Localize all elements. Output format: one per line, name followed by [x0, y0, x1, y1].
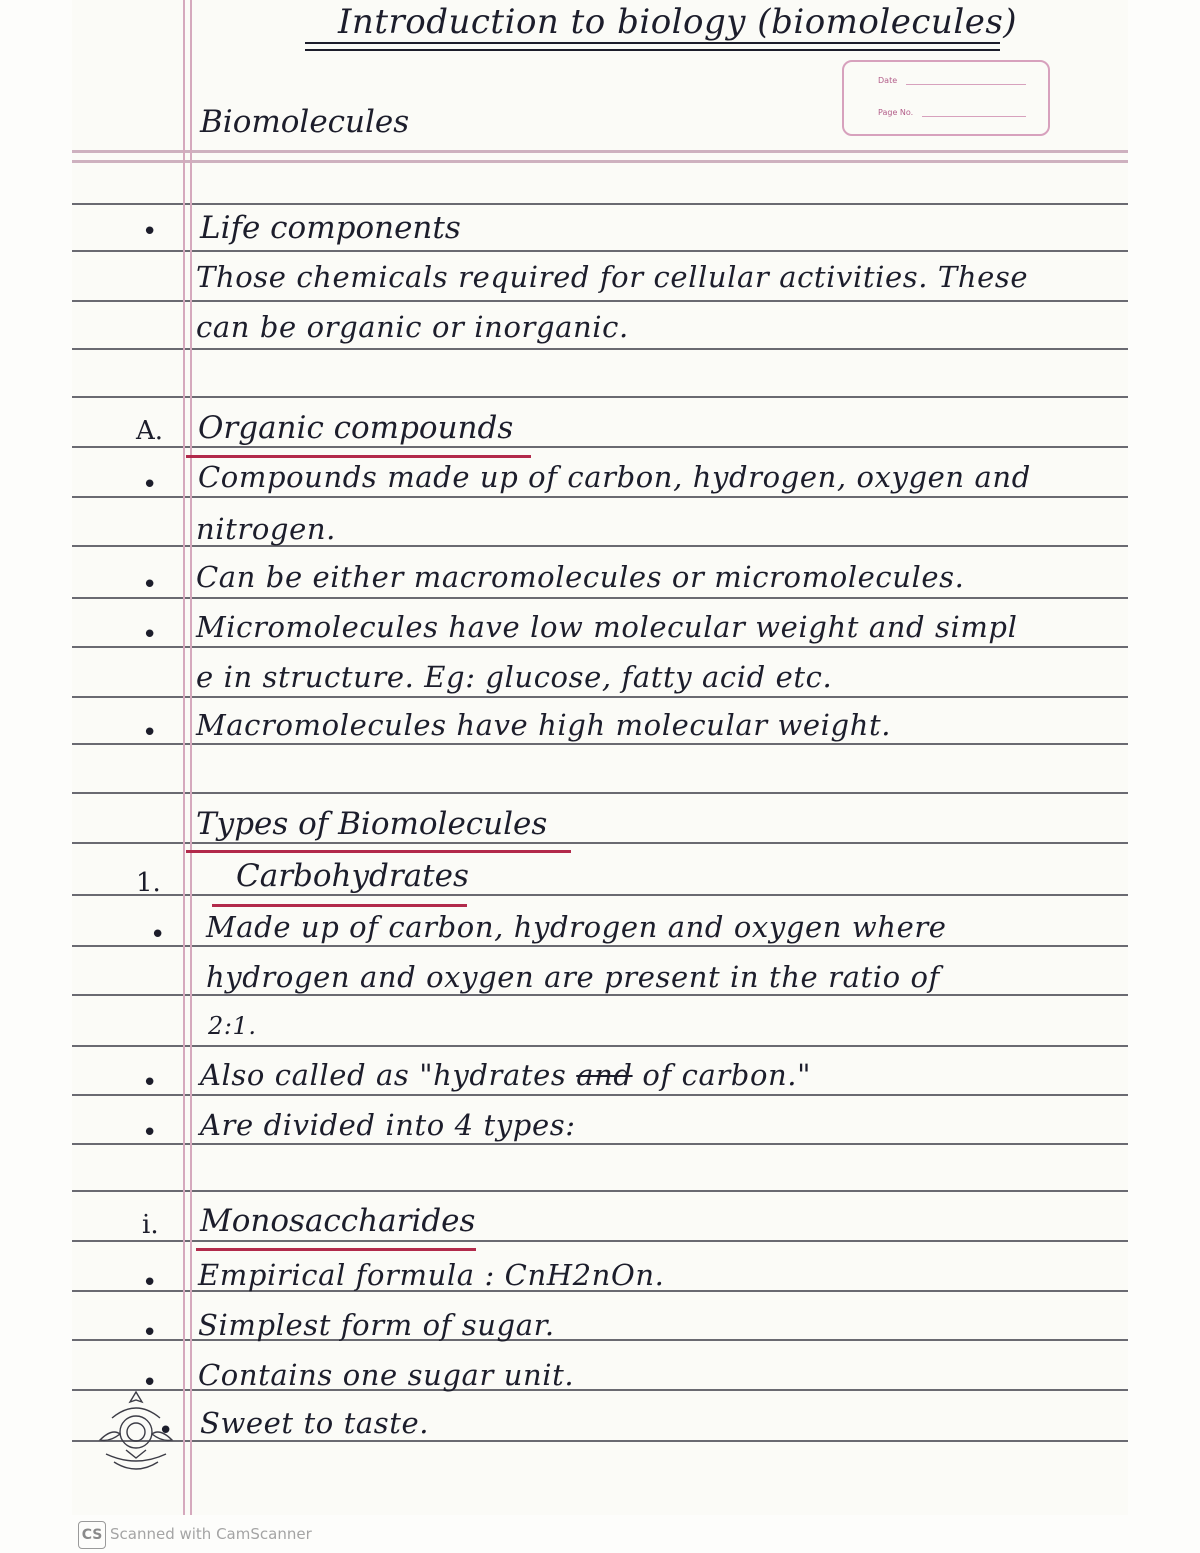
bullet-dot: •	[142, 470, 158, 500]
ruled-line	[72, 150, 1128, 153]
camscanner-logo-icon: CS	[78, 1521, 106, 1549]
item-marker: i.	[142, 1210, 159, 1240]
ruled-line	[72, 696, 1128, 698]
ruled-line	[72, 1190, 1128, 1192]
margin-line	[190, 0, 192, 1515]
ruled-line	[72, 1440, 1128, 1442]
text-line: e in structure. Eg: glucose, fatty acid etc.	[196, 660, 833, 694]
carbohydrates-heading: Carbohydrates	[236, 858, 469, 894]
margin-line	[183, 0, 185, 1515]
text-line: Are divided into 4 types:	[200, 1108, 576, 1142]
heading-underline	[196, 1248, 476, 1251]
text-line: 2:1.	[208, 1012, 257, 1040]
bullet-dot: •	[150, 920, 166, 950]
stamp-page-line	[922, 116, 1026, 117]
text-line: Macromolecules have high molecular weight.	[196, 708, 892, 742]
ruled-line	[72, 945, 1128, 947]
ruled-line	[72, 396, 1128, 398]
text-fragment: of carbon."	[632, 1058, 812, 1092]
page-title: Introduction to biology (biomolecules)	[338, 2, 1018, 42]
item-marker: 1.	[136, 868, 161, 898]
bullet-dot: •	[142, 1068, 158, 1098]
heading-underline	[212, 904, 467, 907]
ruled-line	[72, 1240, 1128, 1242]
ruled-line	[72, 842, 1128, 844]
text-line: hydrogen and oxygen are present in the ratio of	[206, 960, 940, 994]
text-line: Micromolecules have low molecular weight and simpl	[196, 610, 1018, 644]
bullet-dot: •	[142, 620, 158, 650]
text-line: Sweet to taste.	[200, 1406, 430, 1440]
text-line: Those chemicals required for cellular activities. These	[196, 260, 1029, 294]
ruled-line	[72, 646, 1128, 648]
ruled-line	[72, 250, 1128, 252]
text-line: Compounds made up of carbon, hydrogen, oxygen and	[198, 460, 1031, 494]
bullet-dot: •	[142, 217, 158, 247]
ruled-line	[72, 1094, 1128, 1096]
bullet-dot: •	[158, 1416, 174, 1446]
ruled-line	[72, 446, 1128, 448]
ruled-line	[72, 1143, 1128, 1145]
bullet-dot: •	[142, 1318, 158, 1348]
ruled-line	[72, 894, 1128, 896]
text-line: can be organic or inorganic.	[196, 310, 629, 344]
stamp-date-label: Date	[878, 76, 898, 85]
title-underline	[305, 42, 1000, 44]
ruled-line	[72, 1045, 1128, 1047]
ruled-line	[72, 160, 1128, 163]
ruled-line	[72, 300, 1128, 302]
heading-underline	[186, 850, 571, 853]
text-line: nitrogen.	[196, 512, 336, 546]
ruled-line	[72, 597, 1128, 599]
ruled-line	[72, 792, 1128, 794]
bullet-dot: •	[142, 1118, 158, 1148]
stamp-date-line	[906, 84, 1026, 85]
ruled-line	[72, 743, 1128, 745]
section-marker: A.	[136, 416, 164, 446]
bullet-dot: •	[142, 718, 158, 748]
heading-underline	[186, 455, 531, 458]
text-fragment: Also called as "hydrates	[200, 1058, 577, 1092]
bullet-dot: •	[142, 570, 158, 600]
ruled-line	[72, 994, 1128, 996]
text-line: Contains one sugar unit.	[198, 1358, 575, 1392]
notebook-logo-icon	[92, 1388, 180, 1478]
ruled-line	[72, 348, 1128, 350]
organic-heading: Organic compounds	[198, 410, 514, 446]
ruled-line	[72, 496, 1128, 498]
text-line: Can be either macromolecules or micromolecules.	[196, 560, 965, 594]
title-underline	[305, 49, 1000, 51]
text-line: Simplest form of sugar.	[198, 1308, 555, 1342]
types-heading: Types of Biomolecules	[196, 806, 548, 842]
struck-text: and	[576, 1058, 633, 1092]
bullet-dot: •	[142, 1368, 158, 1398]
text-line	[200, 1058, 811, 1092]
monosaccharides-heading: Monosaccharides	[200, 1203, 476, 1239]
watermark-text: Scanned with CamScanner	[110, 1525, 312, 1543]
bullet-dot: •	[142, 1268, 158, 1298]
section-heading: Biomolecules	[200, 104, 410, 140]
text-line: Made up of carbon, hydrogen and oxygen where	[206, 910, 947, 944]
stamp-page-label: Page No.	[878, 108, 914, 117]
date-page-stamp	[842, 60, 1050, 136]
text-line: Empirical formula : CnH2nOn.	[198, 1258, 665, 1292]
ruled-line	[72, 203, 1128, 205]
life-components-heading: Life components	[200, 210, 461, 246]
